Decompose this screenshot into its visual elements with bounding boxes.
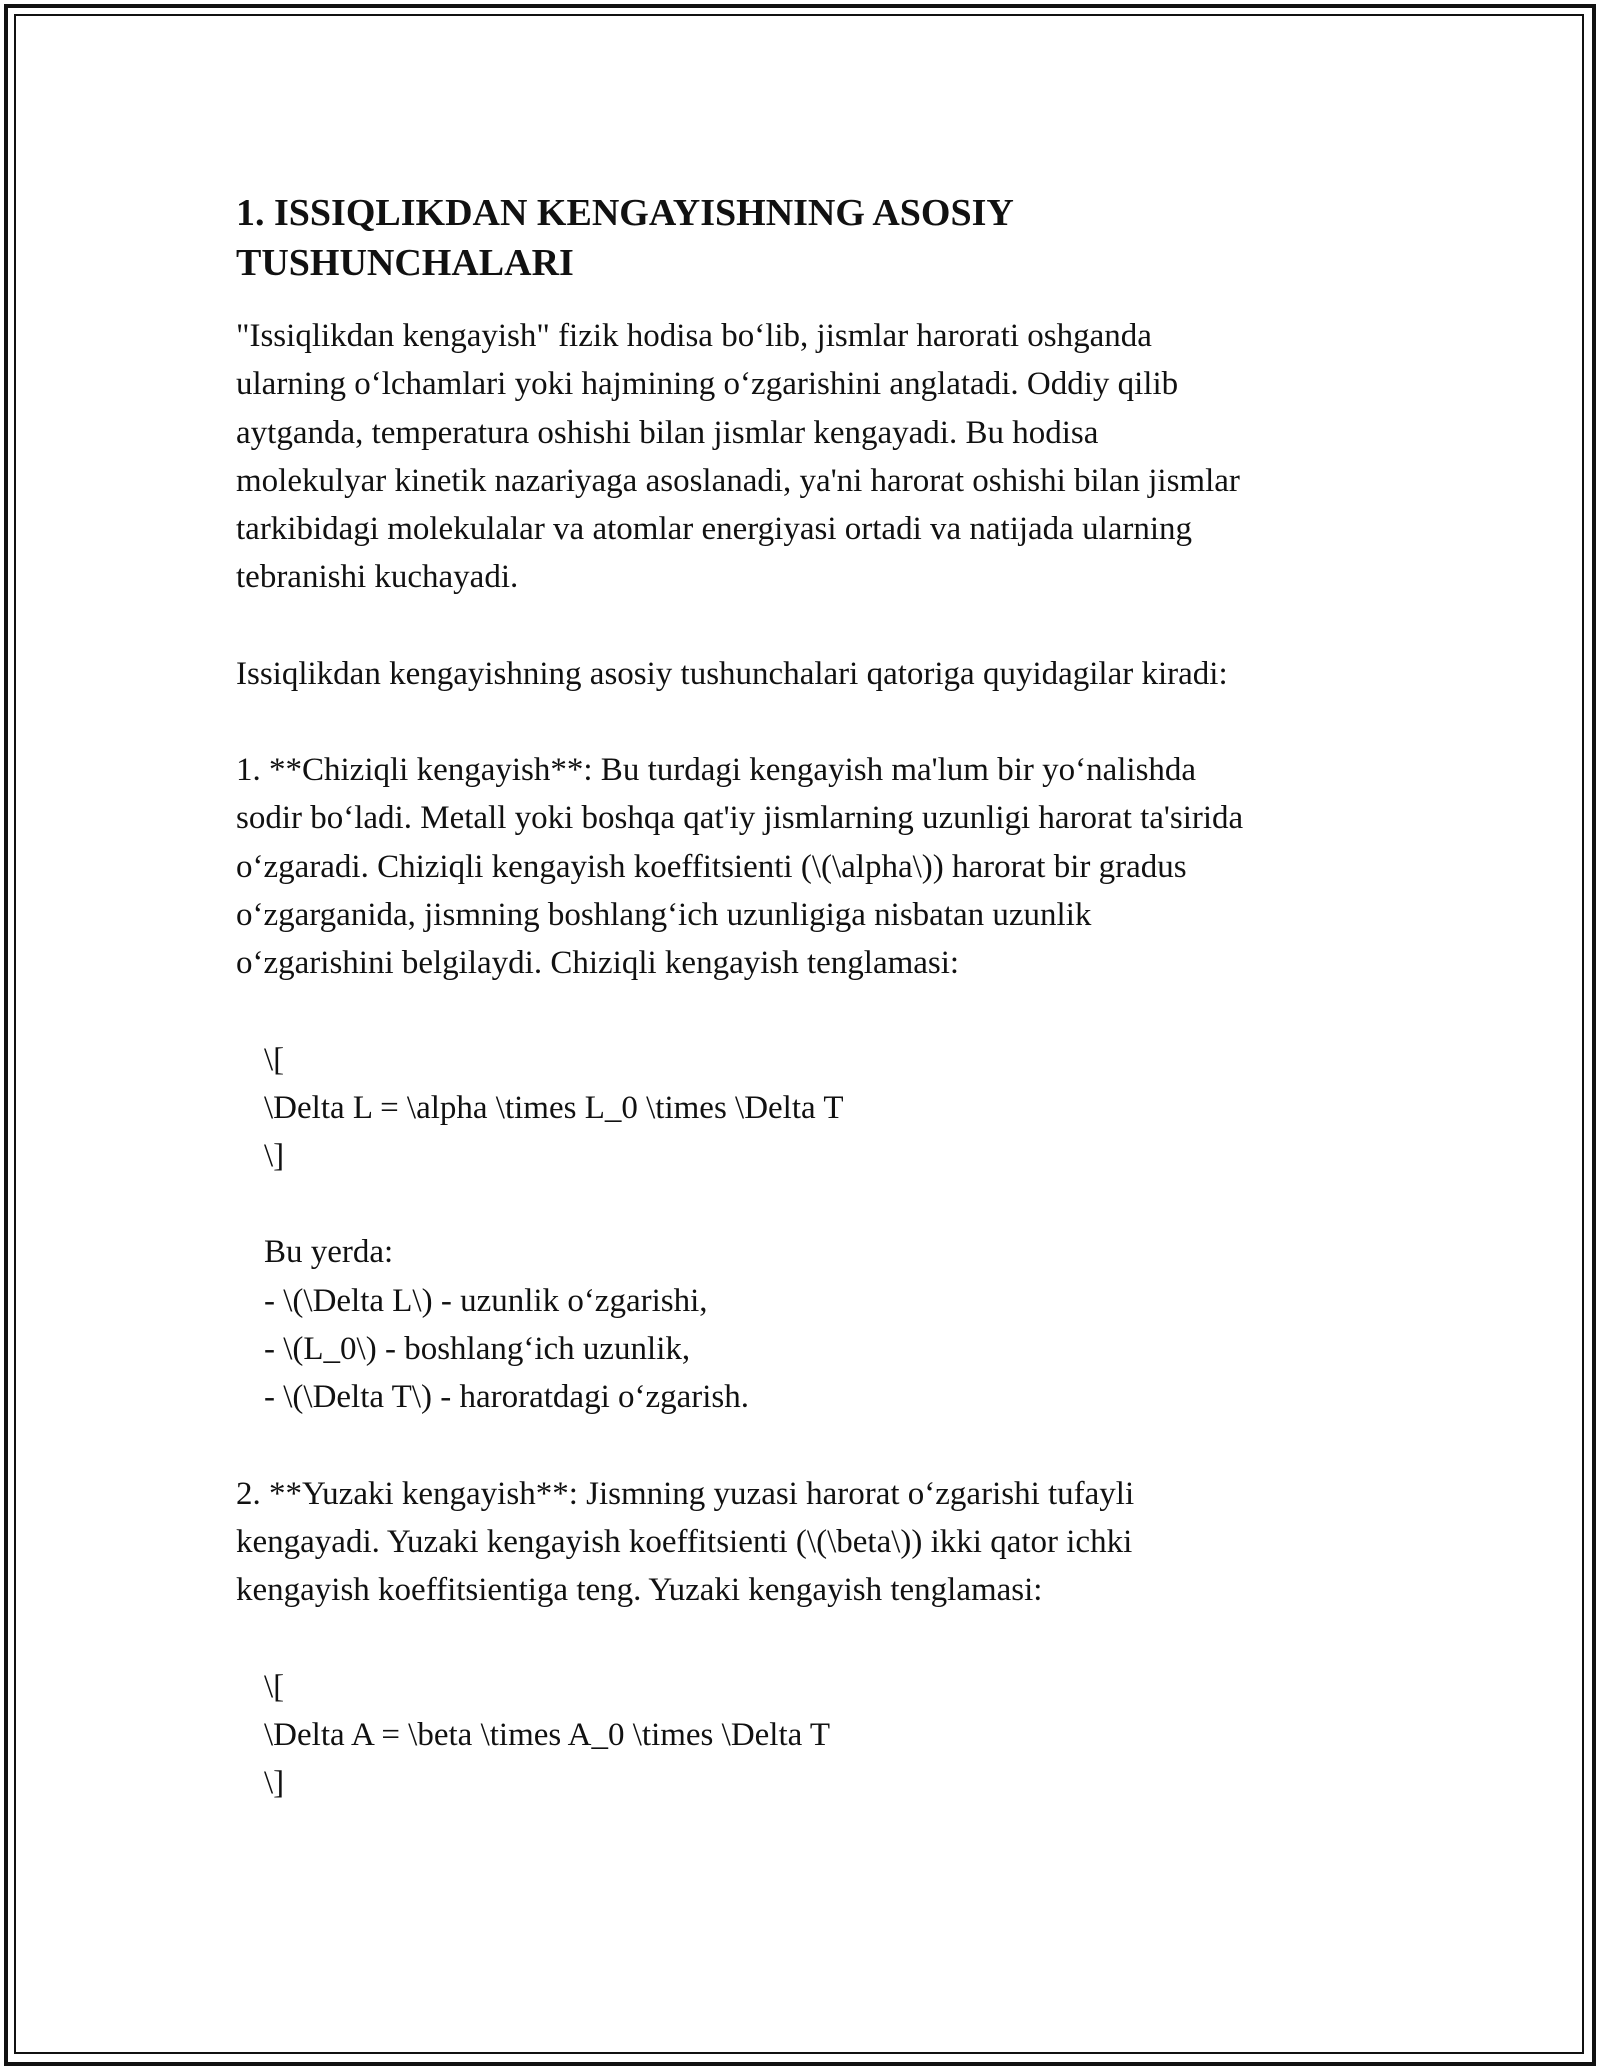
equation-line: \] (264, 1765, 285, 1802)
text-line: 1. **Chiziqli kengayish**: Bu turdagi kengayish ma'lum bir yo‘nalishda (236, 752, 1197, 789)
text-line: Bu yerda: (264, 1234, 394, 1271)
list-item: - \(L_0\) - boshlang‘ich uzunlik, (264, 1331, 691, 1368)
text-line: tebranishi kuchayadi. (236, 559, 519, 596)
linear-expansion-paragraph (236, 746, 1386, 987)
list-item: - \(\Delta T\) - haroratdagi o‘zgarish. (264, 1379, 750, 1416)
concepts-intro-paragraph (236, 650, 1386, 698)
text-line: aytganda, temperatura oshishi bilan jismlar kengayadi. Bu hodisa (236, 414, 1099, 451)
text-line: o‘zgaradi. Chiziqli kengayish koeffitsienti (\(\alpha\)) harorat bir gradus (236, 848, 1187, 885)
text-line: 2. **Yuzaki kengayish**: Jismning yuzasi harorat o‘zgarishi tufayli (236, 1475, 1135, 1512)
text-line: molekulyar kinetik nazariyaga asoslanadi, ya'ni harorat oshishi bilan jismlar (236, 462, 1240, 499)
list-item: - \(\Delta L\) - uzunlik o‘zgarishi, (264, 1282, 708, 1319)
linear-equation (236, 1036, 1386, 1181)
text-line: kengayadi. Yuzaki kengayish koeffitsienti (\(\beta\)) ikki qator ichki (236, 1523, 1133, 1560)
equation-line: \Delta L = \alpha \times L_0 \times \Delta T (264, 1089, 844, 1126)
text-line: o‘zgarishini belgilaydi. Chiziqli kengayish tenglamasi: (236, 945, 960, 982)
intro-paragraph (236, 312, 1386, 602)
title-line: TUSHUNCHALARI (236, 242, 574, 284)
text-line: ularning o‘lchamlari yoki hajmining o‘zgarishini anglatadi. Oddiy qilib (236, 366, 1179, 403)
text-line: kengayish koeffitsientiga teng. Yuzaki kengayish tenglamasi: (236, 1572, 1043, 1609)
text-line: tarkibidagi molekulalar va atomlar energiyasi ortadi va natijada ularning (236, 511, 1193, 548)
section-title (236, 188, 1386, 288)
equation-line: \[ (264, 1668, 285, 1705)
equation-line: \Delta A = \beta \times A_0 \times \Delta T (264, 1716, 831, 1753)
surface-expansion-paragraph (236, 1470, 1386, 1615)
text-line: sodir bo‘ladi. Metall yoki boshqa qat'iy jismlarning uzunligi harorat ta'sirida (236, 800, 1244, 837)
text-line: "Issiqlikdan kengayish" fizik hodisa bo‘lib, jismlar harorati oshganda (236, 318, 1152, 354)
equation-line: \[ (264, 1041, 285, 1078)
linear-where-list (236, 1228, 1386, 1421)
text-line: o‘zgarganida, jismning boshlang‘ich uzunligiga nisbatan uzunlik (236, 896, 1092, 933)
surface-equation (236, 1663, 1386, 1808)
text-line: Issiqlikdan kengayishning asosiy tushunchalari qatoriga quyidagilar kiradi: (236, 655, 1228, 692)
equation-line: \] (264, 1138, 285, 1175)
title-line: 1. ISSIQLIKDAN KENGAYISHNING ASOSIY (236, 192, 1014, 234)
document-body (236, 188, 1386, 1807)
